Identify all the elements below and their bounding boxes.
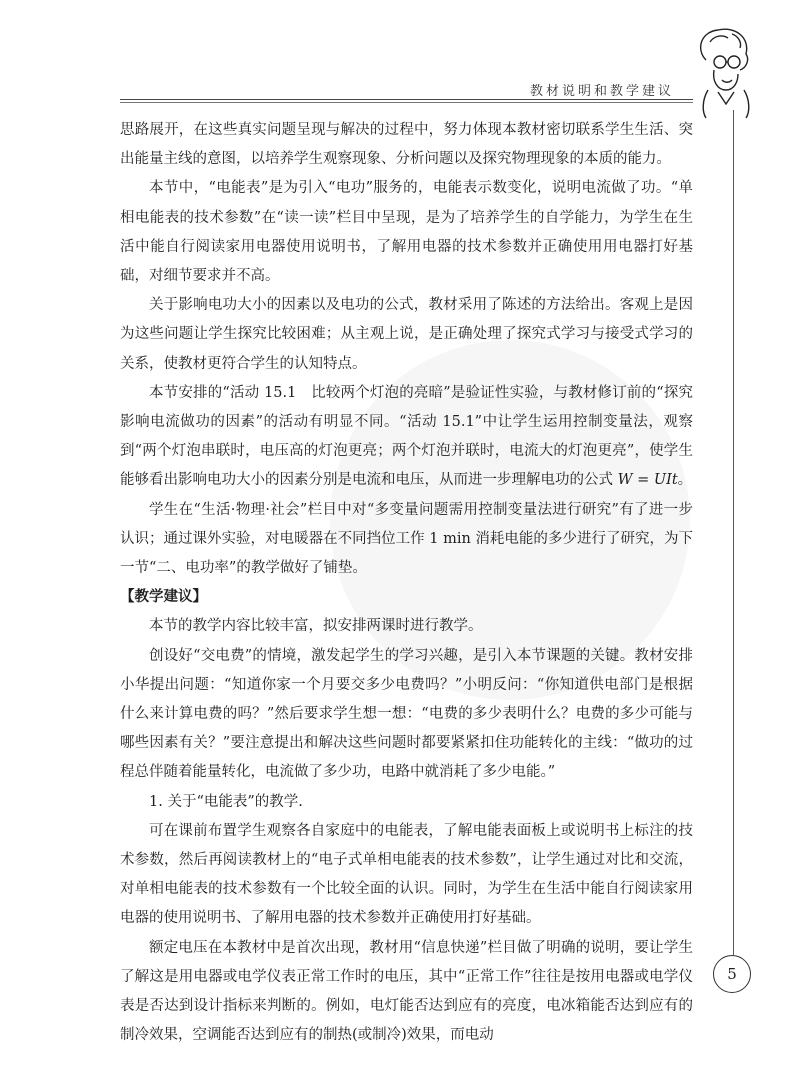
paragraph-text: 。: [677, 472, 693, 489]
paragraph: 本节中，“电能表”是为引入“电功”服务的，电能表示数变化，说明电流做了功。“单相电能表的技术参数”在“读一读”栏目中呈现，是为了培养学生的自学能力，为学生在生活中能自行阅读家用电器使用说明书，了解用电器的技术参数并正确使用用电器打好基础，对细节要求并不高。: [120, 180, 693, 285]
side-rule: [733, 110, 734, 955]
header-rule: [120, 99, 693, 100]
paragraph: 可在课前布置学生观察各自家庭中的电能表，了解电能表面板上或说明书上标注的技术参数，然后再阅读教材上的“电子式单相电能表的技术参数”，让学生通过对比和交流，对单相电能表的技术参数有一个比较全面的认识。同时，为学生在生活中能自行阅读家用电器的使用说明书、了解用电器的技术参数并正确使用打好基础。: [120, 822, 693, 927]
header-rule-thin: [120, 102, 693, 103]
paragraph: 学生在“生活·物理·社会”栏目中对“多变量问题需用控制变量法进行研究”有了进一步认识；通过课外实验，对电暖器在不同挡位工作 1 min 消耗电能的多少进行了研究，为下一节“二、电功率”的教学做好了铺垫。: [120, 501, 693, 577]
paragraph: 本节的教学内容比较丰富，拟安排两课时进行教学。: [149, 618, 483, 635]
paragraph: 关于影响电功大小的因素以及电功的公式，教材采用了陈述的方法给出。客观上是因为这些问题让学生探究比较困难；从主观上说，是正确处理了探究式学习与接受式学习的关系，使教材更符合学生的认知特点。: [120, 297, 693, 372]
running-header: 教材说明和教学建议: [530, 84, 675, 99]
formula: W = UIt: [617, 472, 678, 489]
page-number: 5: [713, 955, 751, 993]
page-body: [120, 116, 693, 1051]
paragraph: 创设好“交电费”的情境，激发起学生的学习兴趣，是引入本节课题的关键。教材安排小华提出问题：“知道你家一个月要交多少电费吗？”小明反问：“你知道供电部门是根据什么来计算电费的吗？”然后要求学生想一想：“电费的多少表明什么？电费的多少可能与哪些因素有关？”要注意提出和解决这些问题时都要紧紧扣住功能转化的主线：“做功的过程总伴随着能量转化，电流做了多少功，电路中就消耗了多少电能。”: [120, 647, 693, 781]
paragraph: [120, 379, 693, 496]
paragraph: 额定电压在本教材中是首次出现，教材用“信息快递”栏目做了明确的说明，要让学生了解这是用电器或电学仪表正常工作时的电压，其中“正常工作”往往是按用电器或电学仪表是否达到设计指标来判断的。例如，电灯能否达到应有的亮度，电冰箱能否达到应有的制冷效果，空调能否达到应有的制热(或制冷)效果，而电动: [120, 939, 693, 1044]
section-title: 【教学建议】: [120, 589, 207, 606]
scientist-mascot-icon: [688, 20, 758, 120]
subsection-title: 1. 关于“电能表”的教学.: [149, 793, 303, 810]
paragraph-text: 本节安排的“活动 15.1 比较两个灯泡的亮暗”是验证性实验，与教材修订前的“探究影响电流做功的因素”的活动有明显不同。“活动 15.1”中让学生运用控制变量法，观察到“两个灯泡串联时，电压高的灯泡更亮；两个灯泡并联时，电流大的灯泡更亮”，使学生能够看出影响电功大小的因素分别是电流和电压，从而进一步理解电功的公式: [120, 384, 693, 489]
paragraph: 思路展开，在这些真实问题呈现与解决的过程中，努力体现本教材密切联系学生生活、突出能量主线的意图，以培养学生观察现象、分析问题以及探究物理现象的本质的能力。: [120, 122, 693, 168]
